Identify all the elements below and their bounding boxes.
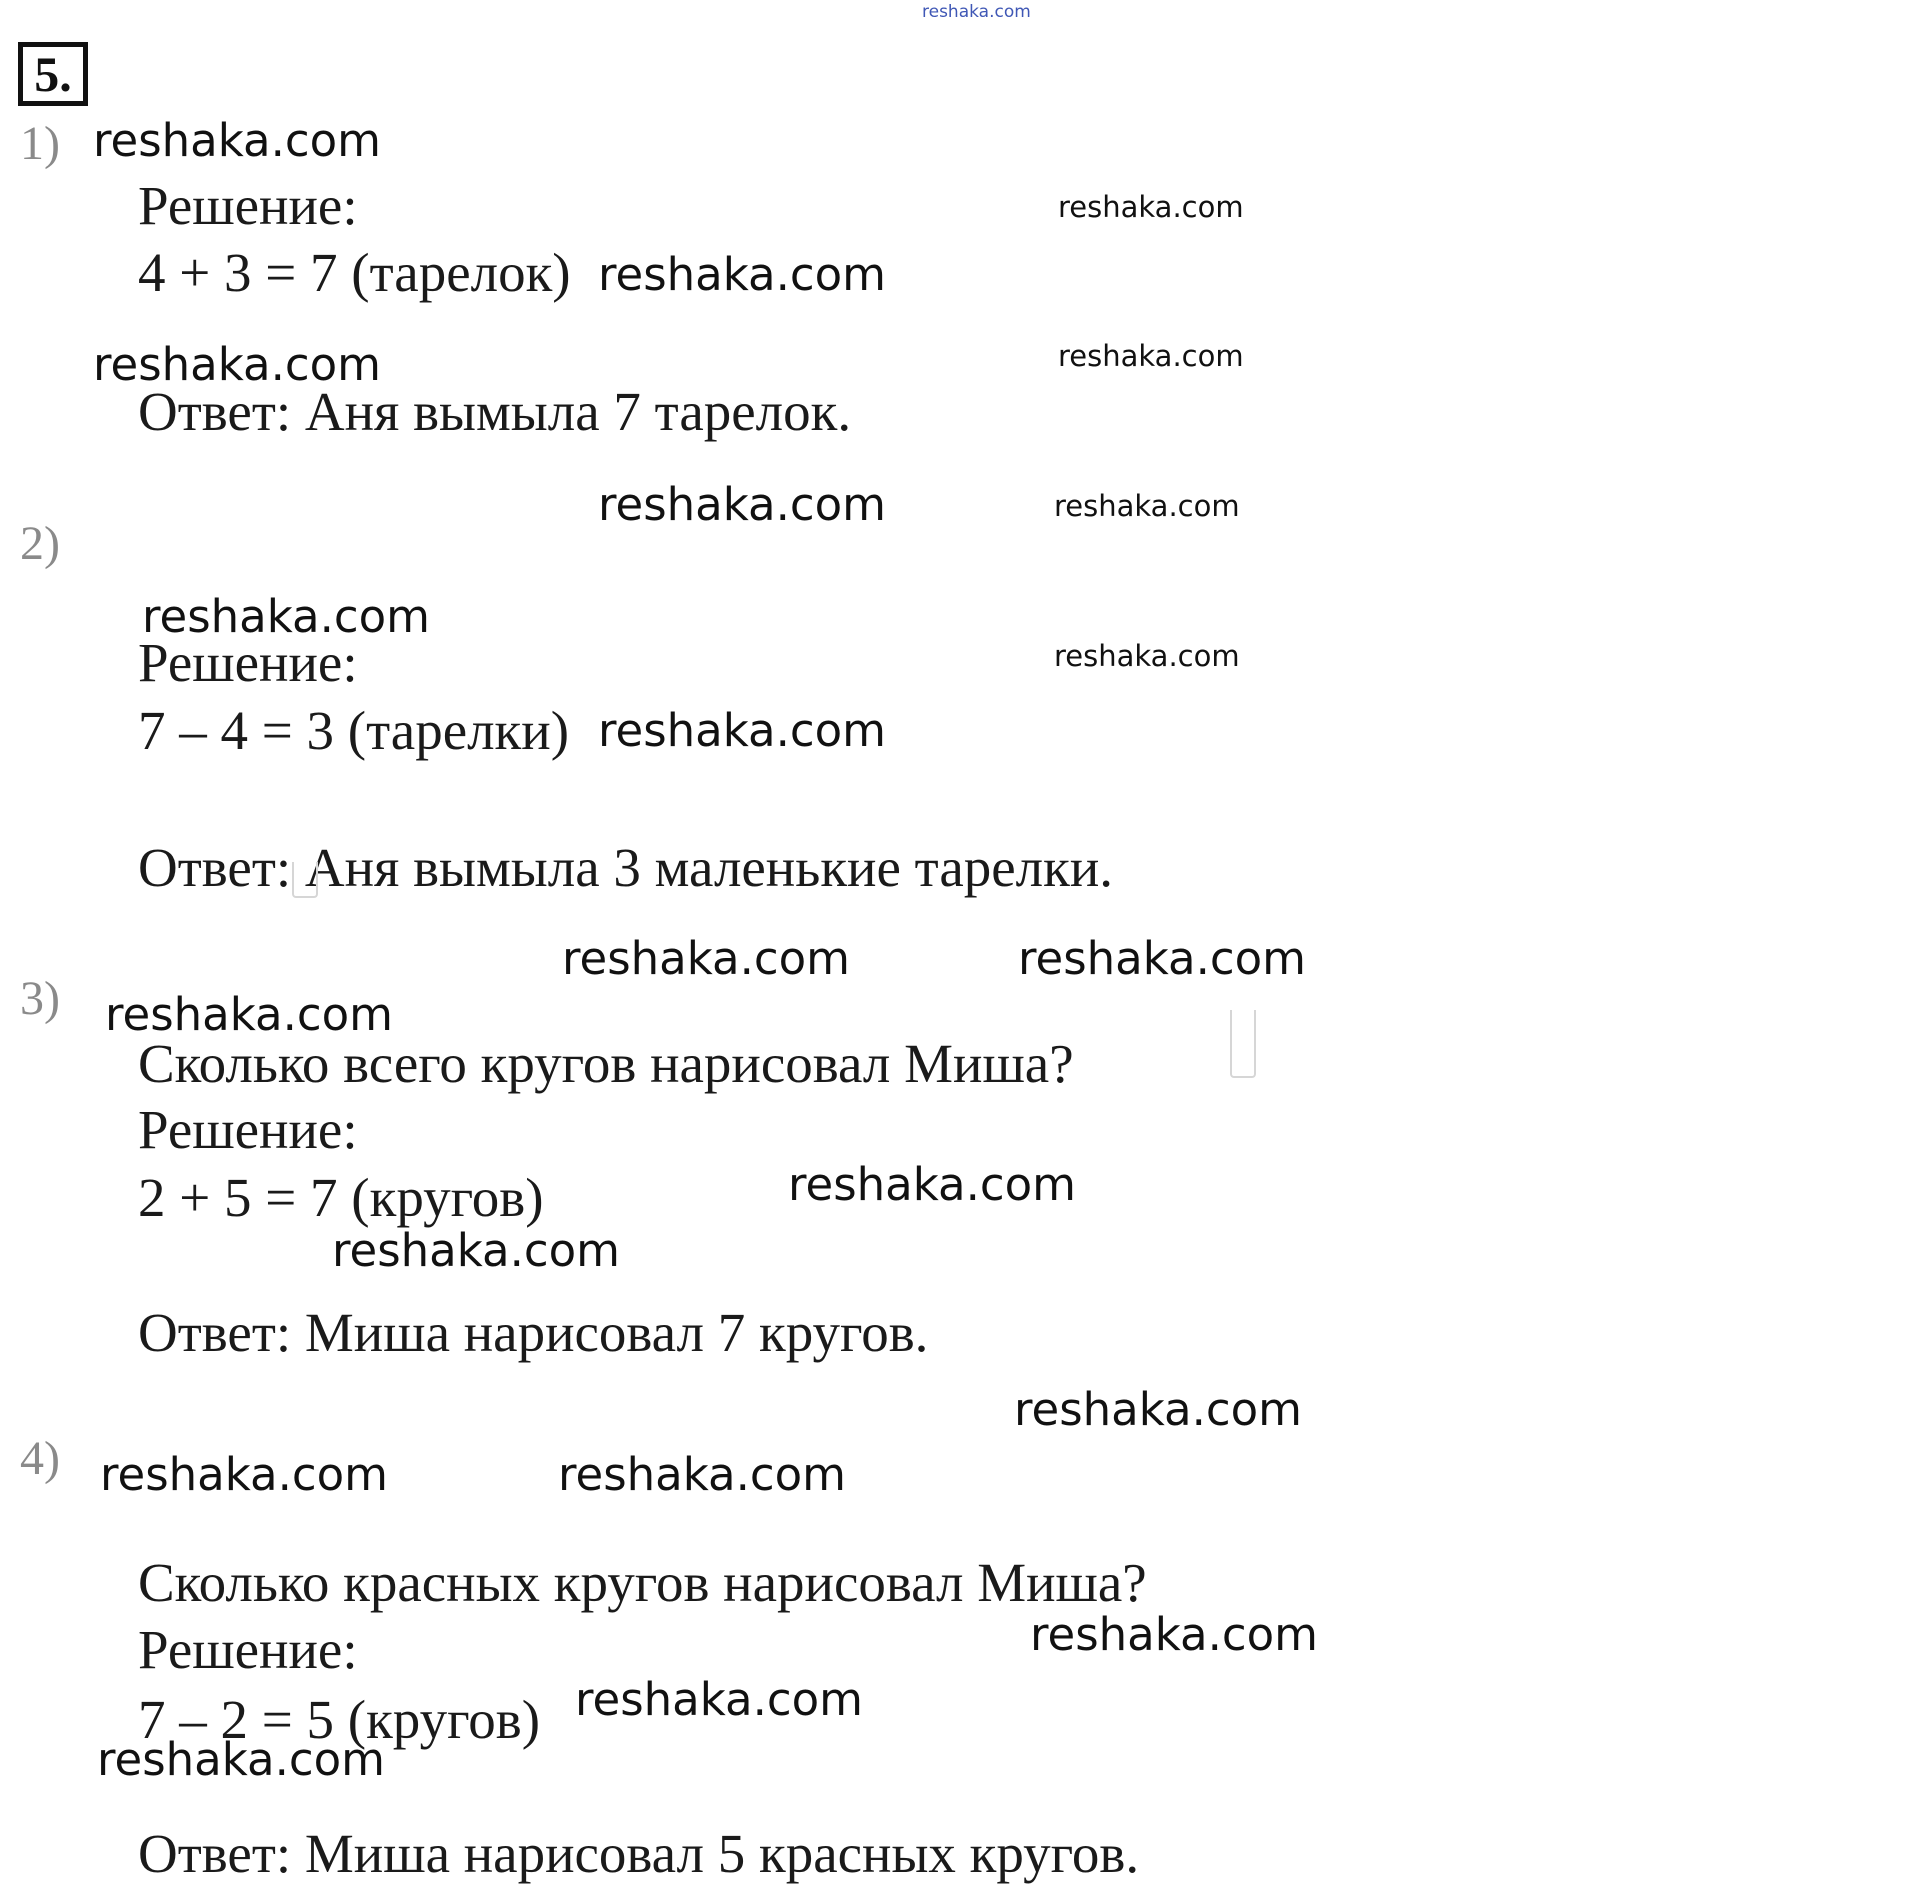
- part-4-heading: Решение:: [138, 1619, 358, 1680]
- part-2-label: 2): [20, 517, 60, 570]
- watermark: reshaka.com: [598, 478, 886, 531]
- part-4-equation: 7 – 2 = 5 (кругов): [138, 1689, 541, 1750]
- watermark: reshaka.com: [1058, 190, 1244, 224]
- faint-letter-mark: [292, 862, 318, 898]
- watermark: reshaka.com: [788, 1158, 1076, 1211]
- top-watermark: reshaka.com: [922, 2, 1031, 22]
- part-1-label: 1): [20, 117, 60, 170]
- part-3-equation: 2 + 5 = 7 (кругов): [138, 1167, 544, 1228]
- watermark: reshaka.com: [142, 590, 430, 643]
- watermark: reshaka.com: [332, 1224, 620, 1277]
- faint-letter-mark: [1230, 1010, 1256, 1078]
- part-1-equation: 4 + 3 = 7 (тарелок): [138, 242, 571, 303]
- part-4-answer: Ответ: Миша нарисовал 5 красных кругов.: [138, 1823, 1140, 1884]
- watermark: reshaka.com: [598, 248, 886, 301]
- part-3-heading: Решение:: [138, 1099, 358, 1160]
- watermark: reshaka.com: [598, 704, 886, 757]
- watermark: reshaka.com: [105, 988, 393, 1041]
- watermark: reshaka.com: [562, 932, 850, 985]
- watermark: reshaka.com: [93, 114, 381, 167]
- watermark: reshaka.com: [1054, 639, 1240, 673]
- task-number: 5.: [18, 42, 88, 106]
- watermark: reshaka.com: [1054, 489, 1240, 523]
- part-3-label: 3): [20, 972, 60, 1025]
- part-1-answer: Ответ: Аня вымыла 7 тарелок.: [138, 381, 852, 442]
- part-4-question: Сколько красных кругов нарисовал Миша?: [138, 1552, 1147, 1613]
- part-2-equation: 7 – 4 = 3 (тарелки): [138, 700, 570, 761]
- part-2-answer: Ответ: Аня вымыла 3 маленькие тарелки.: [138, 837, 1114, 898]
- part-4-label: 4): [20, 1432, 60, 1485]
- part-2-heading: Решение:: [138, 632, 358, 693]
- watermark: reshaka.com: [1058, 339, 1244, 373]
- watermark: reshaka.com: [1018, 932, 1306, 985]
- watermark: reshaka.com: [1014, 1383, 1302, 1436]
- watermark: reshaka.com: [97, 1733, 385, 1786]
- part-1-heading: Решение:: [138, 175, 358, 236]
- watermark: reshaka.com: [93, 338, 381, 391]
- part-3-question: Сколько всего кругов нарисовал Миша?: [138, 1033, 1074, 1094]
- watermark: reshaka.com: [100, 1448, 388, 1501]
- watermark: reshaka.com: [575, 1673, 863, 1726]
- part-3-answer: Ответ: Миша нарисовал 7 кругов.: [138, 1302, 929, 1363]
- watermark: reshaka.com: [1030, 1608, 1318, 1661]
- watermark: reshaka.com: [558, 1448, 846, 1501]
